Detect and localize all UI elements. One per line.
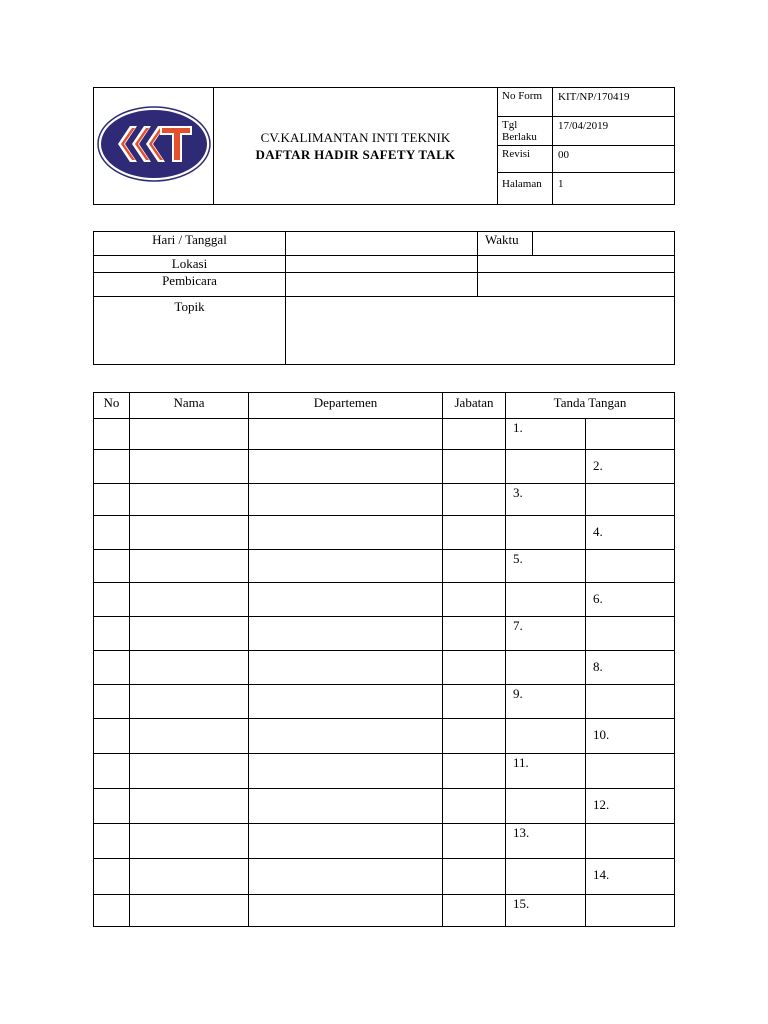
table-row bbox=[94, 719, 675, 754]
signature-left-cell[interactable] bbox=[506, 516, 586, 550]
signature-right-cell[interactable] bbox=[586, 789, 675, 824]
departemen-cell[interactable] bbox=[249, 754, 443, 789]
signature-number: 14. bbox=[593, 867, 610, 882]
meeting-info bbox=[93, 231, 675, 365]
table-row bbox=[94, 859, 675, 895]
signature-number: 3. bbox=[513, 485, 523, 500]
signature-number: 7. bbox=[513, 618, 523, 633]
signature-number: 6. bbox=[593, 591, 603, 606]
signature-left-cell[interactable] bbox=[506, 719, 586, 754]
signature-number: 8. bbox=[593, 659, 603, 674]
nama-cell[interactable] bbox=[130, 450, 249, 484]
jabatan-cell[interactable] bbox=[443, 685, 506, 719]
signature-number: 4. bbox=[593, 524, 603, 539]
nama-cell[interactable] bbox=[130, 583, 249, 617]
departemen-cell[interactable] bbox=[249, 583, 443, 617]
nama-cell[interactable] bbox=[130, 824, 249, 859]
table-row bbox=[94, 754, 675, 789]
title-cell bbox=[214, 88, 498, 205]
no-cell[interactable] bbox=[94, 789, 130, 824]
meta-value: KIT/NP/170419 bbox=[553, 88, 675, 117]
signature-number: 12. bbox=[593, 797, 610, 812]
nama-cell[interactable] bbox=[130, 550, 249, 583]
label-waktu: Waktu bbox=[478, 232, 533, 256]
table-row bbox=[94, 484, 675, 516]
signature-right-cell[interactable] bbox=[586, 419, 675, 450]
jabatan-cell[interactable] bbox=[443, 859, 506, 895]
no-cell[interactable] bbox=[94, 419, 130, 450]
signature-right-cell[interactable] bbox=[586, 484, 675, 516]
header-no: No bbox=[94, 393, 130, 419]
table-row bbox=[94, 651, 675, 685]
signature-number: 1. bbox=[513, 420, 523, 435]
meta-key: Halaman bbox=[498, 173, 553, 205]
company-logo bbox=[96, 104, 212, 184]
signature-right-cell[interactable] bbox=[586, 719, 675, 754]
header-jabatan: Jabatan bbox=[443, 393, 506, 419]
no-cell[interactable] bbox=[94, 617, 130, 651]
table-row bbox=[94, 450, 675, 484]
signature-number: 9. bbox=[513, 686, 523, 701]
nama-cell[interactable] bbox=[130, 895, 249, 927]
meta-key: Tgl Berlaku bbox=[498, 117, 553, 146]
header-tanda-tangan: Tanda Tangan bbox=[506, 393, 675, 419]
nama-cell[interactable] bbox=[130, 789, 249, 824]
nama-cell[interactable] bbox=[130, 685, 249, 719]
no-cell[interactable] bbox=[94, 516, 130, 550]
signature-number: 2. bbox=[593, 458, 603, 473]
label-pembicara: Pembicara bbox=[94, 273, 286, 297]
signature-number: 13. bbox=[513, 825, 530, 840]
signature-left-cell[interactable] bbox=[506, 895, 586, 927]
signature-right-cell[interactable] bbox=[586, 617, 675, 651]
nama-cell[interactable] bbox=[130, 754, 249, 789]
signature-number: 10. bbox=[593, 727, 610, 742]
departemen-cell[interactable] bbox=[249, 651, 443, 685]
table-row bbox=[94, 789, 675, 824]
nama-cell[interactable] bbox=[130, 484, 249, 516]
jabatan-cell[interactable] bbox=[443, 824, 506, 859]
signature-left-cell[interactable] bbox=[506, 859, 586, 895]
signature-left-cell[interactable] bbox=[506, 550, 586, 583]
label-lokasi: Lokasi bbox=[94, 256, 286, 273]
jabatan-cell[interactable] bbox=[443, 550, 506, 583]
signature-right-cell[interactable] bbox=[586, 754, 675, 789]
no-cell[interactable] bbox=[94, 754, 130, 789]
signature-right-cell[interactable] bbox=[586, 450, 675, 484]
signature-right-cell[interactable] bbox=[586, 516, 675, 550]
no-cell[interactable] bbox=[94, 450, 130, 484]
table-row bbox=[94, 419, 675, 450]
signature-right-cell[interactable] bbox=[586, 895, 675, 927]
signature-left-cell[interactable] bbox=[506, 617, 586, 651]
departemen-cell[interactable] bbox=[249, 484, 443, 516]
departemen-cell[interactable] bbox=[249, 895, 443, 927]
nama-cell[interactable] bbox=[130, 419, 249, 450]
document-title: DAFTAR HADIR SAFETY TALK bbox=[255, 146, 456, 162]
signature-right-cell[interactable] bbox=[586, 583, 675, 617]
nama-cell[interactable] bbox=[130, 859, 249, 895]
jabatan-cell[interactable] bbox=[443, 450, 506, 484]
departemen-cell[interactable] bbox=[249, 550, 443, 583]
jabatan-cell[interactable] bbox=[443, 617, 506, 651]
topik-field[interactable] bbox=[286, 297, 675, 365]
nama-cell[interactable] bbox=[130, 651, 249, 685]
table-row bbox=[94, 550, 675, 583]
jabatan-cell[interactable] bbox=[443, 419, 506, 450]
header-departemen: Departemen bbox=[249, 393, 443, 419]
jabatan-cell[interactable] bbox=[443, 516, 506, 550]
signature-right-cell[interactable] bbox=[586, 651, 675, 685]
departemen-cell[interactable] bbox=[249, 859, 443, 895]
no-cell[interactable] bbox=[94, 484, 130, 516]
no-cell[interactable] bbox=[94, 719, 130, 754]
departemen-cell[interactable] bbox=[249, 719, 443, 754]
signature-right-cell[interactable] bbox=[586, 824, 675, 859]
departemen-cell[interactable] bbox=[249, 824, 443, 859]
departemen-cell[interactable] bbox=[249, 789, 443, 824]
jabatan-cell[interactable] bbox=[443, 719, 506, 754]
logo-cell bbox=[94, 88, 214, 205]
meta-value: 00 bbox=[553, 146, 675, 173]
label-topik: Topik bbox=[94, 297, 286, 365]
signature-left-cell[interactable] bbox=[506, 824, 586, 859]
signature-right-cell[interactable] bbox=[586, 685, 675, 719]
signature-left-cell[interactable] bbox=[506, 789, 586, 824]
signature-right-cell[interactable] bbox=[586, 550, 675, 583]
no-cell[interactable] bbox=[94, 651, 130, 685]
departemen-cell[interactable] bbox=[249, 450, 443, 484]
jabatan-cell[interactable] bbox=[443, 583, 506, 617]
label-hari-tanggal: Hari / Tanggal bbox=[94, 232, 286, 256]
pembicara-field[interactable] bbox=[286, 273, 478, 297]
lokasi-field[interactable] bbox=[286, 256, 478, 273]
no-cell[interactable] bbox=[94, 685, 130, 719]
nama-cell[interactable] bbox=[130, 617, 249, 651]
signature-number: 15. bbox=[513, 896, 530, 911]
signature-right-cell[interactable] bbox=[586, 859, 675, 895]
signature-left-cell[interactable] bbox=[506, 419, 586, 450]
departemen-cell[interactable] bbox=[249, 516, 443, 550]
nama-cell[interactable] bbox=[130, 719, 249, 754]
form-header bbox=[93, 87, 675, 205]
lokasi-extra[interactable] bbox=[478, 256, 675, 273]
no-cell[interactable] bbox=[94, 583, 130, 617]
jabatan-cell[interactable] bbox=[443, 484, 506, 516]
meta-value: 17/04/2019 bbox=[553, 117, 675, 146]
header-nama: Nama bbox=[130, 393, 249, 419]
departemen-cell[interactable] bbox=[249, 419, 443, 450]
no-cell[interactable] bbox=[94, 550, 130, 583]
table-row bbox=[94, 895, 675, 927]
pembicara-extra[interactable] bbox=[478, 273, 675, 297]
table-row bbox=[94, 824, 675, 859]
signature-left-cell[interactable] bbox=[506, 651, 586, 685]
signature-number: 11. bbox=[513, 755, 529, 770]
signature-left-cell[interactable] bbox=[506, 685, 586, 719]
signature-left-cell[interactable] bbox=[506, 583, 586, 617]
signature-left-cell[interactable] bbox=[506, 484, 586, 516]
signature-number: 5. bbox=[513, 551, 523, 566]
attendance-header-row bbox=[94, 393, 675, 419]
table-row bbox=[94, 516, 675, 550]
departemen-cell[interactable] bbox=[249, 685, 443, 719]
waktu-field[interactable] bbox=[533, 232, 675, 256]
attendance-table bbox=[93, 392, 675, 927]
meta-key: Revisi bbox=[498, 146, 553, 173]
table-row bbox=[94, 617, 675, 651]
signature-left-cell[interactable] bbox=[506, 450, 586, 484]
table-row bbox=[94, 685, 675, 719]
company-name: CV.KALIMANTAN INTI TEKNIK bbox=[260, 129, 451, 145]
no-cell[interactable] bbox=[94, 859, 130, 895]
hari-tanggal-field[interactable] bbox=[286, 232, 478, 256]
nama-cell[interactable] bbox=[130, 516, 249, 550]
jabatan-cell[interactable] bbox=[443, 789, 506, 824]
table-row bbox=[94, 583, 675, 617]
no-cell[interactable] bbox=[94, 895, 130, 927]
no-cell[interactable] bbox=[94, 824, 130, 859]
jabatan-cell[interactable] bbox=[443, 895, 506, 927]
jabatan-cell[interactable] bbox=[443, 651, 506, 685]
jabatan-cell[interactable] bbox=[443, 754, 506, 789]
departemen-cell[interactable] bbox=[249, 617, 443, 651]
meta-key: No Form bbox=[498, 88, 553, 117]
signature-left-cell[interactable] bbox=[506, 754, 586, 789]
meta-value: 1 bbox=[553, 173, 675, 205]
